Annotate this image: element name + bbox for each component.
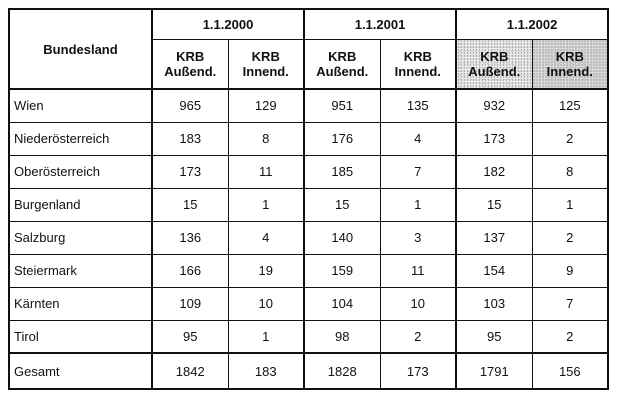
table-cell: 15 [304, 188, 380, 221]
row-label-bundesland: Tirol [9, 320, 152, 353]
table-cell: 4 [380, 122, 456, 155]
table-cell: 15 [152, 188, 228, 221]
table-cell: 95 [456, 320, 532, 353]
sub-header-line2: Außend. [164, 63, 217, 79]
table-row [9, 122, 608, 155]
data-table [8, 8, 609, 390]
header-row-years [9, 9, 608, 39]
table-cell: 1828 [304, 353, 380, 389]
table-cell: 7 [380, 155, 456, 188]
row-label-total: Gesamt [9, 353, 152, 389]
table-cell: 932 [456, 89, 532, 122]
sub-header-line2: Außend. [468, 63, 521, 79]
column-header-krb-aussend-2002 [456, 39, 532, 89]
table-row [9, 320, 608, 353]
table-row [9, 188, 608, 221]
table-cell: 2 [532, 122, 608, 155]
sub-header-line2: Außend. [316, 63, 369, 79]
document-page [8, 8, 609, 390]
table-cell: 11 [228, 155, 304, 188]
sub-header-line1: KRB [480, 48, 509, 64]
table-cell: 166 [152, 254, 228, 287]
table-cell: 176 [304, 122, 380, 155]
table-cell: 1842 [152, 353, 228, 389]
table-cell: 4 [228, 221, 304, 254]
column-header-krb-innend-2002 [532, 39, 608, 89]
row-label-bundesland: Niederösterreich [9, 122, 152, 155]
sub-header-line2: Innend. [242, 63, 289, 79]
table-cell: 136 [152, 221, 228, 254]
table-cell: 129 [228, 89, 304, 122]
column-header-year-2001: 1.1.2001 [304, 9, 456, 39]
table-cell: 140 [304, 221, 380, 254]
table-cell: 3 [380, 221, 456, 254]
table-cell: 135 [380, 89, 456, 122]
table-cell: 8 [228, 122, 304, 155]
row-label-bundesland: Oberösterreich [9, 155, 152, 188]
table-cell: 1 [228, 320, 304, 353]
table-cell: 2 [380, 320, 456, 353]
table-cell: 183 [228, 353, 304, 389]
table-body [9, 89, 608, 353]
table-cell: 19 [228, 254, 304, 287]
table-cell: 173 [456, 122, 532, 155]
table-row [9, 155, 608, 188]
sub-header-line1: KRB [176, 48, 205, 64]
table-cell: 159 [304, 254, 380, 287]
row-label-bundesland: Wien [9, 89, 152, 122]
sub-header-line1: KRB [555, 48, 584, 64]
table-cell: 11 [380, 254, 456, 287]
row-label-bundesland: Salzburg [9, 221, 152, 254]
table-cell: 125 [532, 89, 608, 122]
table-cell: 156 [532, 353, 608, 389]
table-row [9, 287, 608, 320]
sub-header-line1: KRB [403, 48, 432, 64]
column-header-year-2000: 1.1.2000 [152, 9, 304, 39]
table-cell: 1791 [456, 353, 532, 389]
column-header-krb-aussend-2000 [152, 39, 228, 89]
sub-header-line1: KRB [251, 48, 280, 64]
table-cell: 182 [456, 155, 532, 188]
table-cell: 137 [456, 221, 532, 254]
table-cell: 183 [152, 122, 228, 155]
column-header-krb-innend-2000 [228, 39, 304, 89]
table-row-total [9, 353, 608, 389]
table-cell: 8 [532, 155, 608, 188]
sub-header-line1: KRB [328, 48, 357, 64]
sub-header-line2: Innend. [394, 63, 441, 79]
table-cell: 7 [532, 287, 608, 320]
table-cell: 965 [152, 89, 228, 122]
column-header-year-2002: 1.1.2002 [456, 9, 608, 39]
row-label-bundesland: Kärnten [9, 287, 152, 320]
table-cell: 104 [304, 287, 380, 320]
table-cell: 9 [532, 254, 608, 287]
table-cell: 173 [380, 353, 456, 389]
table-cell: 109 [152, 287, 228, 320]
column-header-bundesland: Bundesland [9, 9, 152, 89]
table-cell: 1 [380, 188, 456, 221]
row-label-bundesland: Burgenland [9, 188, 152, 221]
table-cell: 103 [456, 287, 532, 320]
table-cell: 98 [304, 320, 380, 353]
table-cell: 951 [304, 89, 380, 122]
table-row [9, 89, 608, 122]
column-header-krb-aussend-2001 [304, 39, 380, 89]
table-row [9, 221, 608, 254]
table-cell: 173 [152, 155, 228, 188]
table-cell: 2 [532, 320, 608, 353]
table-cell: 95 [152, 320, 228, 353]
table-cell: 15 [456, 188, 532, 221]
sub-header-line2: Innend. [546, 63, 593, 79]
table-row [9, 254, 608, 287]
table-cell: 154 [456, 254, 532, 287]
column-header-krb-innend-2001 [380, 39, 456, 89]
table-cell: 10 [228, 287, 304, 320]
table-cell: 2 [532, 221, 608, 254]
table-cell: 185 [304, 155, 380, 188]
table-cell: 1 [228, 188, 304, 221]
table-cell: 10 [380, 287, 456, 320]
row-label-bundesland: Steiermark [9, 254, 152, 287]
table-cell: 1 [532, 188, 608, 221]
